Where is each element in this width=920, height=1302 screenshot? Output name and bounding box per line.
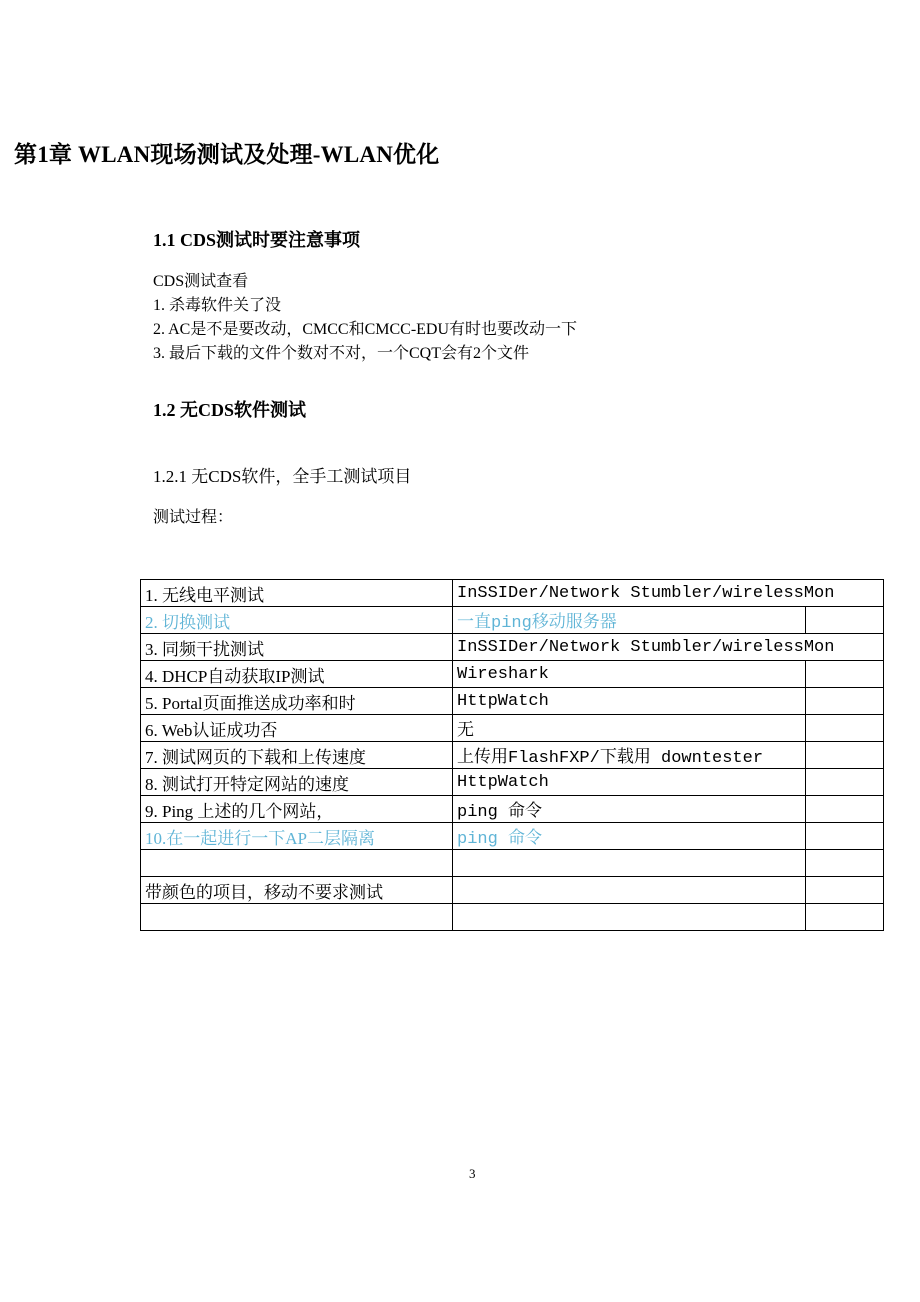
section-heading-1-2: 1.2 无CDS软件测试 <box>153 400 307 420</box>
cds-note-2: 2. AC是不是要改动，CMCC和CMCC-EDU有时也要改动一下 <box>153 321 578 338</box>
chapter-title: 第1章 WLAN现场测试及处理-WLAN优化 <box>14 142 440 167</box>
table-row <box>141 823 884 850</box>
extra-cell <box>806 715 884 742</box>
test-tool-cell: 一直ping移动服务器 <box>453 607 806 634</box>
table-row <box>141 904 884 931</box>
test-tool-cell <box>453 850 806 877</box>
table-row <box>141 580 884 607</box>
extra-cell <box>806 688 884 715</box>
test-tool-cell: ping 命令 <box>453 823 806 850</box>
extra-cell <box>806 823 884 850</box>
extra-cell <box>806 607 884 634</box>
test-items-table <box>140 579 884 931</box>
section-heading-1-1: 1.1 CDS测试时要注意事项 <box>153 230 361 250</box>
table-row <box>141 661 884 688</box>
table-row <box>141 607 884 634</box>
test-item-cell: 7. 测试网页的下载和上传速度 <box>141 742 453 769</box>
test-item-cell: 10.在一起进行一下AP二层隔离 <box>141 823 453 850</box>
test-tool-cell: 无 <box>453 715 806 742</box>
test-tool-cell: InSSIDer/Network Stumbler/wirelessMon <box>453 580 884 607</box>
test-item-cell: 2. 切换测试 <box>141 607 453 634</box>
test-process-label: 测试过程： <box>153 509 234 526</box>
subsection-heading-1-2-1: 1.2.1 无CDS软件，全手工测试项目 <box>153 467 412 486</box>
test-item-cell: 8. 测试打开特定网站的速度 <box>141 769 453 796</box>
table-row <box>141 796 884 823</box>
test-tool-cell <box>453 877 806 904</box>
table-row <box>141 877 884 904</box>
cds-intro-line: CDS测试查看 <box>153 273 249 290</box>
cds-note-3: 3. 最后下载的文件个数对不对，一个CQT会有2个文件 <box>153 345 530 362</box>
table-note-cell: 带颜色的项目，移动不要求测试 <box>141 877 453 904</box>
test-tool-cell: 上传用FlashFXP/下载用 downtester <box>453 742 806 769</box>
test-item-cell: 1. 无线电平测试 <box>141 580 453 607</box>
test-tool-cell: HttpWatch <box>453 688 806 715</box>
table-row <box>141 742 884 769</box>
extra-cell <box>806 904 884 931</box>
table-row <box>141 769 884 796</box>
test-tool-cell: Wireshark <box>453 661 806 688</box>
extra-cell <box>806 661 884 688</box>
extra-cell <box>806 769 884 796</box>
test-item-cell: 3. 同频干扰测试 <box>141 634 453 661</box>
extra-cell <box>806 850 884 877</box>
test-tool-cell: HttpWatch <box>453 769 806 796</box>
table-row <box>141 715 884 742</box>
extra-cell <box>806 796 884 823</box>
test-item-cell: 9. Ping 上述的几个网站， <box>141 796 453 823</box>
table-row <box>141 850 884 877</box>
extra-cell <box>806 742 884 769</box>
table-row <box>141 634 884 661</box>
test-tool-cell: InSSIDer/Network Stumbler/wirelessMon <box>453 634 884 661</box>
test-item-cell: 6. Web认证成功否 <box>141 715 453 742</box>
table-row <box>141 688 884 715</box>
test-item-cell: 4. DHCP自动获取IP测试 <box>141 661 453 688</box>
test-item-cell: 5. Portal页面推送成功率和时 <box>141 688 453 715</box>
cds-note-1: 1. 杀毒软件关了没 <box>153 297 282 314</box>
test-item-cell <box>141 904 453 931</box>
test-tool-cell: ping 命令 <box>453 796 806 823</box>
test-item-cell <box>141 850 453 877</box>
extra-cell <box>806 877 884 904</box>
test-tool-cell <box>453 904 806 931</box>
page-number: 3 <box>469 1166 476 1181</box>
